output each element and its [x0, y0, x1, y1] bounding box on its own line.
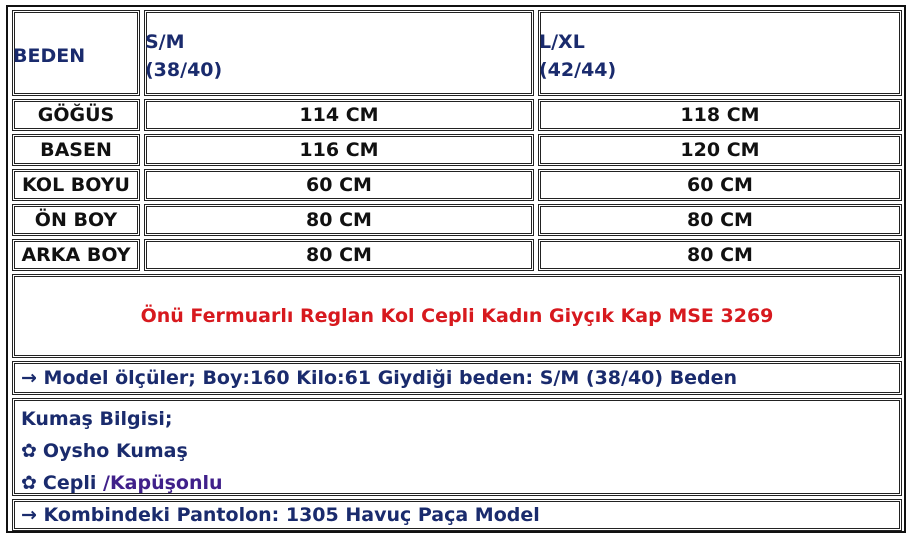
header-sm — [144, 10, 534, 96]
header-sm-size: S/M — [145, 31, 185, 53]
row-label-basen: BASEN — [12, 134, 140, 166]
row-value-gogus-lxl: 118 CM — [538, 99, 902, 131]
row-label-gogus: GÖĞÜS — [12, 99, 140, 131]
row-value-gogus-sm: 114 CM — [144, 99, 534, 131]
header-beden-label: BEDEN — [13, 45, 86, 67]
header-lxl-range: (42/44) — [539, 59, 617, 81]
row-value-basen-sm: 116 CM — [144, 134, 534, 166]
product-title: Önü Fermuarlı Reglan Kol Cepli Kadın Giyçık Kap MSE 3269 — [12, 274, 902, 358]
fabric-title: Kumaş Bilgisi; — [21, 408, 173, 430]
header-lxl-size: L/XL — [539, 31, 585, 53]
combination-info: → Kombindeki Pantolon: 1305 Havuç Paça Model — [12, 499, 902, 531]
row-value-arka-boy-lxl: 80 CM — [538, 239, 902, 271]
flower-bullet-icon: ✿ — [21, 440, 37, 462]
fabric-item-oysho-text: Oysho Kumaş — [42, 440, 188, 462]
row-label-kol-boyu: KOL BOYU — [12, 169, 140, 201]
row-label-on-boy: ÖN BOY — [12, 204, 140, 236]
row-label-arka-boy: ARKA BOY — [12, 239, 140, 271]
row-value-arka-boy-sm: 80 CM — [144, 239, 534, 271]
flower-bullet-icon: ✿ — [21, 472, 37, 494]
row-value-kol-boyu-sm: 60 CM — [144, 169, 534, 201]
size-chart-sheet — [6, 5, 906, 533]
row-value-on-boy-lxl: 80 CM — [538, 204, 902, 236]
fabric-item-cepli-text: Cepli — [42, 472, 97, 494]
row-value-basen-lxl: 120 CM — [538, 134, 902, 166]
fabric-info — [12, 398, 902, 496]
row-value-kol-boyu-lxl: 60 CM — [538, 169, 902, 201]
model-info: → Model ölçüler; Boy:160 Kilo:61 Giydiği beden: S/M (38/40) Beden — [12, 361, 902, 395]
fabric-item-cepli — [21, 467, 223, 499]
fabric-item-kapusonlu-text: /Kapüşonlu — [103, 472, 223, 494]
row-value-on-boy-sm: 80 CM — [144, 204, 534, 236]
fabric-item-oysho — [21, 435, 188, 467]
header-sm-range: (38/40) — [145, 59, 223, 81]
header-lxl — [538, 10, 902, 96]
header-beden — [12, 10, 140, 96]
